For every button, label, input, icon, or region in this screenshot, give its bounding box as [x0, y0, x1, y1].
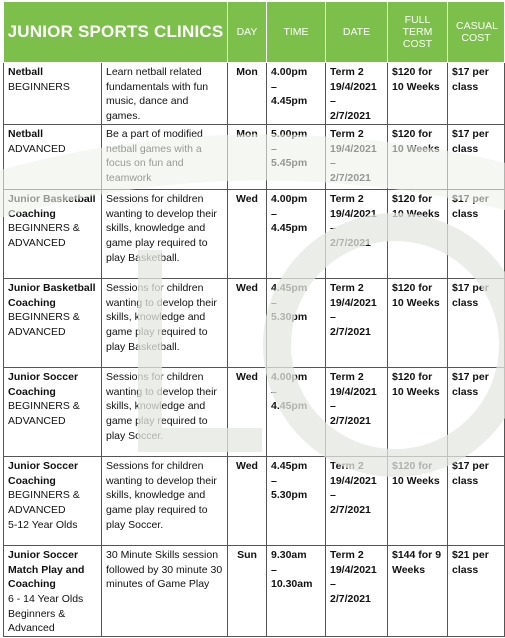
date-dash: –	[330, 157, 336, 170]
date-dash: –	[330, 311, 336, 324]
program-level: BEGINNERS	[8, 80, 70, 93]
program-level: ADVANCED	[8, 503, 66, 516]
program-name: Netball	[8, 66, 44, 78]
program-cell	[4, 63, 102, 125]
term-label: Term 2	[330, 370, 364, 383]
date-dash: –	[330, 578, 336, 591]
time-start: 4.45pm	[271, 459, 308, 472]
program-cell	[4, 278, 102, 367]
casual-fee: $17 per class	[448, 189, 505, 278]
full-term-fee: $120 for 10 Weeks	[388, 189, 448, 278]
program-description: Sessions for children wanting to develop their skills, knowledge and game play required to play Basketball.	[102, 278, 228, 367]
time-start: 4.45pm	[271, 281, 308, 294]
time-start: 9.30am	[271, 548, 307, 561]
program-level: BEGINNERS &	[8, 311, 80, 324]
program-level: ADVANCED	[8, 325, 66, 338]
term-label: Term 2	[330, 548, 364, 561]
program-day: Wed	[228, 278, 267, 367]
program-level: Beginners &	[8, 607, 66, 620]
date-dash: –	[330, 400, 336, 413]
program-date	[326, 189, 388, 278]
program-cell	[4, 124, 102, 189]
time-dash: –	[271, 80, 277, 93]
program-description: Be a part of modified netball games with a focus on fun and teamwork	[102, 124, 228, 189]
date-dash: –	[330, 489, 336, 502]
program-name: Junior Basketball Coaching	[8, 192, 96, 220]
table-row	[4, 189, 505, 278]
header-full-term-cost: FULL TERM COST	[388, 2, 448, 63]
program-date	[326, 63, 388, 125]
program-description: Sessions for children wanting to develop their skills, knowledge and game play required to play Soccer.	[102, 456, 228, 545]
date-start: 19/4/2021	[330, 142, 377, 155]
full-term-fee: $120 for 10 Weeks	[388, 63, 448, 125]
program-day: Mon	[228, 124, 267, 189]
program-time	[267, 189, 326, 278]
program-day: Wed	[228, 367, 267, 456]
program-name: Junior Soccer Match Play and Coaching	[8, 548, 85, 591]
casual-fee: $17 per class	[448, 124, 505, 189]
date-dash: –	[330, 222, 336, 235]
time-end: 4.45pm	[271, 400, 308, 413]
casual-fee: $17 per class	[448, 367, 505, 456]
header-time: TIME	[267, 2, 326, 63]
date-start: 19/4/2021	[330, 385, 377, 398]
program-date	[326, 545, 388, 636]
program-date	[326, 367, 388, 456]
program-day: Wed	[228, 456, 267, 545]
program-level: Advanced	[8, 622, 55, 635]
date-end: 2/7/2021	[330, 110, 371, 123]
date-end: 2/7/2021	[330, 592, 371, 605]
program-time	[267, 545, 326, 636]
program-name: Junior Basketball Coaching	[8, 281, 96, 309]
full-term-fee: $120 for 10 Weeks	[388, 124, 448, 189]
casual-fee: $17 per class	[448, 456, 505, 545]
time-dash: –	[271, 207, 277, 220]
time-start: 4.00pm	[271, 192, 308, 205]
program-name: Netball	[8, 127, 44, 140]
time-dash: –	[271, 385, 277, 398]
program-time	[267, 367, 326, 456]
time-end: 4.45pm	[271, 95, 308, 108]
full-term-fee: $120 for 10 Weeks	[388, 278, 448, 367]
casual-fee: $17 per class	[448, 278, 505, 367]
clinic-schedule-table	[3, 1, 505, 637]
full-term-fee: $144 for 9 Weeks	[388, 545, 448, 636]
program-time	[267, 124, 326, 189]
casual-fee: $17 per class	[448, 63, 505, 125]
casual-fee: $21 per class	[448, 545, 505, 636]
date-dash: –	[330, 95, 336, 108]
program-date	[326, 124, 388, 189]
full-term-fee: $120 for 10 Weeks	[388, 367, 448, 456]
program-day: Wed	[228, 189, 267, 278]
program-day: Mon	[228, 63, 267, 125]
date-start: 19/4/2021	[330, 207, 377, 220]
table-row	[4, 278, 505, 367]
program-cell	[4, 545, 102, 636]
program-day: Sun	[228, 545, 267, 636]
program-name: Junior Soccer Coaching	[8, 459, 79, 487]
term-label: Term 2	[330, 127, 364, 140]
table-row	[4, 545, 505, 636]
header-casual-cost: CASUAL COST	[448, 2, 505, 63]
program-level: ADVANCED	[8, 142, 66, 155]
time-end: 10.30am	[271, 578, 313, 591]
program-description: 30 Minute Skills session followed by 30 minute 30 minutes of Game Play	[102, 545, 228, 636]
time-end: 5.30pm	[271, 311, 308, 324]
program-cell	[4, 189, 102, 278]
table-title: JUNIOR SPORTS CLINICS	[4, 2, 228, 63]
time-dash: –	[271, 563, 277, 576]
time-dash: –	[271, 474, 277, 487]
header-day: DAY	[228, 2, 267, 63]
time-end: 4.45pm	[271, 222, 308, 235]
term-label: Term 2	[330, 192, 364, 205]
program-time	[267, 278, 326, 367]
time-dash: –	[271, 142, 277, 155]
time-dash: –	[271, 296, 277, 309]
date-start: 19/4/2021	[330, 80, 377, 93]
program-description: Sessions for children wanting to develop their skills, knowledge and game play required to play Basketball.	[102, 189, 228, 278]
program-level: 5-12 Year Olds	[8, 518, 78, 531]
term-label: Term 2	[330, 281, 364, 294]
date-start: 19/4/2021	[330, 563, 377, 576]
table-row	[4, 63, 505, 125]
program-cell	[4, 456, 102, 545]
date-end: 2/7/2021	[330, 325, 371, 338]
time-end: 5.45pm	[271, 157, 308, 170]
program-date	[326, 278, 388, 367]
program-level: ADVANCED	[8, 414, 66, 427]
header-row	[4, 2, 505, 63]
date-end: 2/7/2021	[330, 171, 371, 184]
program-level: BEGINNERS &	[8, 489, 80, 502]
date-end: 2/7/2021	[330, 414, 371, 427]
full-term-fee: $120 for 10 Weeks	[388, 456, 448, 545]
program-level: BEGINNERS &	[8, 400, 80, 413]
program-cell	[4, 367, 102, 456]
table-row	[4, 456, 505, 545]
term-label: Term 2	[330, 459, 364, 472]
header-date: DATE	[326, 2, 388, 63]
program-description: Sessions for children wanting to develop their skills, knowledge and game play required to play Soccer.	[102, 367, 228, 456]
time-start: 4.00pm	[271, 370, 308, 383]
date-end: 2/7/2021	[330, 503, 371, 516]
program-description: Learn netball related fundamentals with fun music, dance and games.	[102, 63, 228, 125]
table-row	[4, 367, 505, 456]
program-date	[326, 456, 388, 545]
term-label: Term 2	[330, 66, 364, 78]
program-level: 6 - 14 Year Olds	[8, 592, 84, 605]
program-name: Junior Soccer Coaching	[8, 370, 79, 398]
program-time	[267, 456, 326, 545]
date-end: 2/7/2021	[330, 236, 371, 249]
time-start: 5.00pm	[271, 127, 308, 140]
time-end: 5.30pm	[271, 489, 308, 502]
program-time	[267, 63, 326, 125]
date-start: 19/4/2021	[330, 296, 377, 309]
table-row	[4, 124, 505, 189]
time-start: 4.00pm	[271, 66, 308, 78]
program-level: ADVANCED	[8, 236, 66, 249]
program-level: BEGINNERS &	[8, 222, 80, 235]
date-start: 19/4/2021	[330, 474, 377, 487]
